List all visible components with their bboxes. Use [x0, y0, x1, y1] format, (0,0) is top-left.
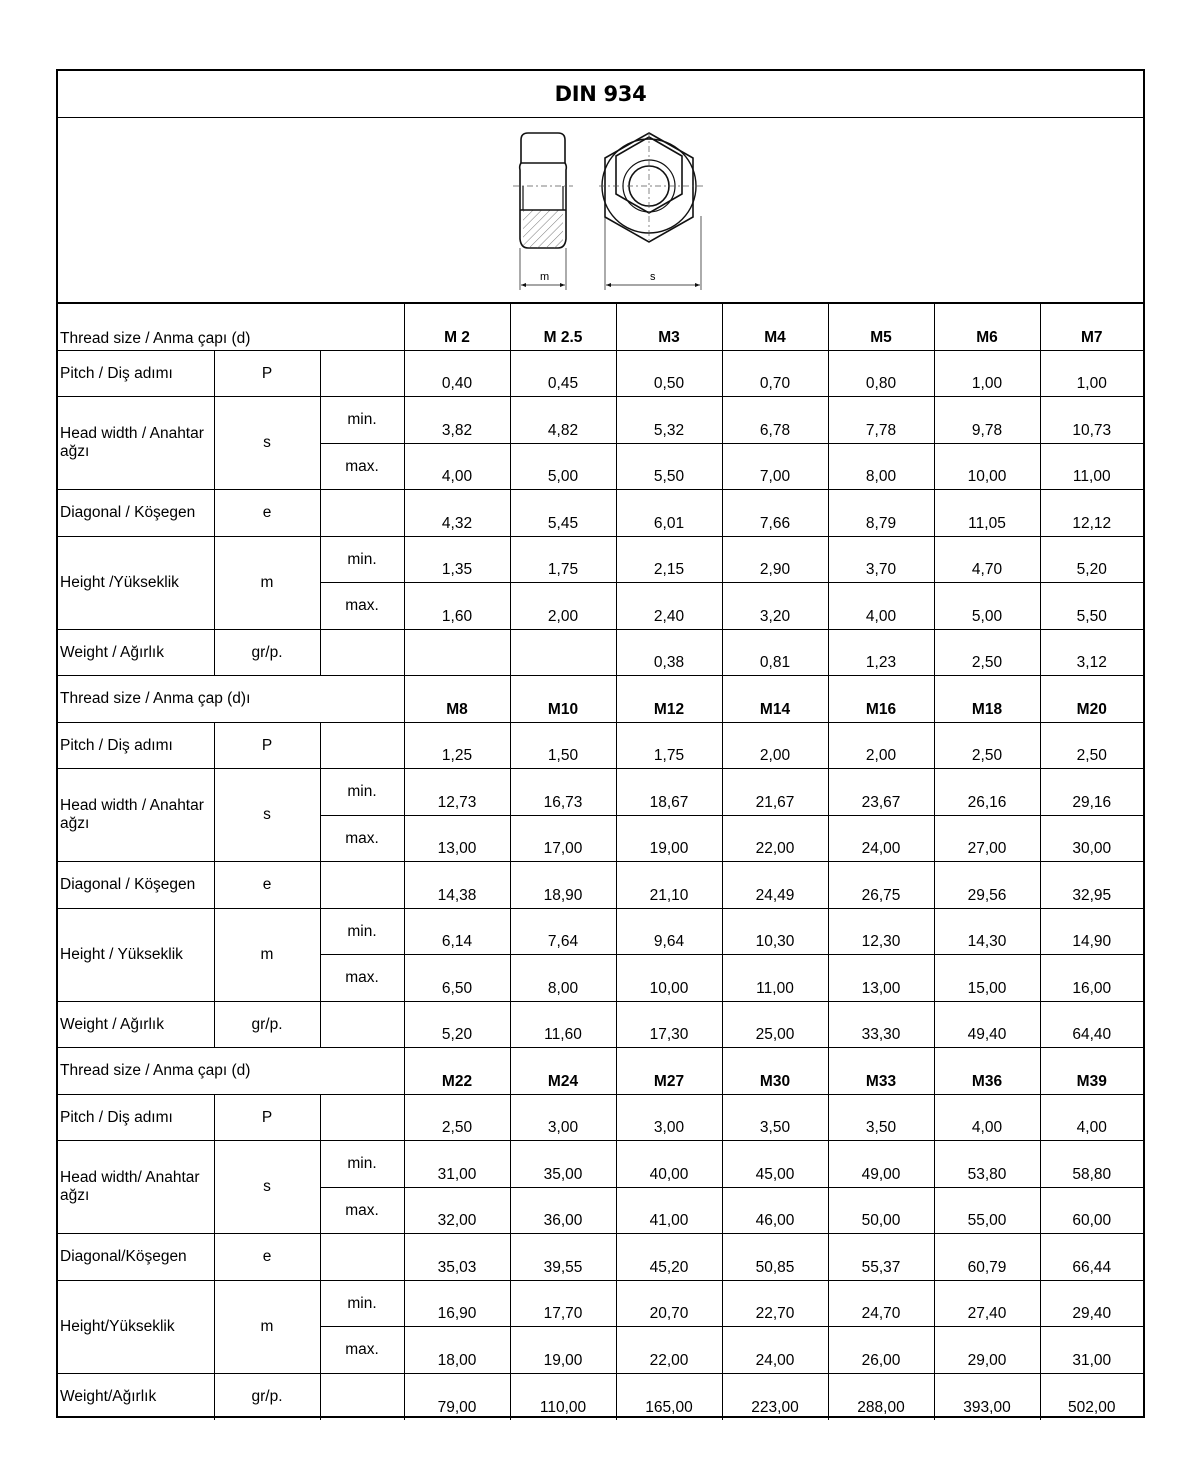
thread-size-header: M5 [828, 304, 934, 351]
thread-size-row [58, 304, 1143, 351]
weight-row [58, 1373, 1143, 1420]
height-max-value: 5,00 [934, 583, 1040, 630]
pitch-symbol: P [214, 350, 320, 397]
pitch-label: Pitch / Diş adımı [58, 722, 214, 769]
thread-size-header: M 2 [404, 304, 510, 351]
head-width-min-value: 23,67 [828, 769, 934, 816]
front-view-dimension-label: s [650, 271, 656, 283]
thread-size-header: M12 [616, 676, 722, 723]
head-width-max-value: 46,00 [722, 1187, 828, 1234]
height-max-value: 24,00 [722, 1327, 828, 1374]
thread-size-header: M4 [722, 304, 828, 351]
pitch-row [58, 722, 1143, 769]
pitch-qualifier [320, 1094, 404, 1141]
height-max-value: 8,00 [510, 955, 616, 1002]
head-width-min-value: 29,16 [1040, 769, 1143, 816]
weight-label: Weight/Ağırlık [58, 1373, 214, 1420]
pitch-value: 2,00 [722, 722, 828, 769]
head-width-min-value: 35,00 [510, 1141, 616, 1188]
weight-value: 49,40 [934, 1001, 1040, 1048]
height-max-value: 4,00 [828, 583, 934, 630]
head-width-min-value: 58,80 [1040, 1141, 1143, 1188]
height-min-value: 27,40 [934, 1280, 1040, 1327]
weight-value: 393,00 [934, 1373, 1040, 1420]
pitch-value: 2,50 [404, 1094, 510, 1141]
thread-size-header: M36 [934, 1048, 1040, 1095]
weight-label: Weight / Ağırlık [58, 629, 214, 676]
height-min-value: 6,14 [404, 908, 510, 955]
height-max-value: 11,00 [722, 955, 828, 1002]
pitch-value: 0,45 [510, 350, 616, 397]
head-width-min-value: 16,73 [510, 769, 616, 816]
diagonal-value: 14,38 [404, 862, 510, 909]
weight-value: 25,00 [722, 1001, 828, 1048]
head-width-min-value: 12,73 [404, 769, 510, 816]
diagonal-label: Diagonal / Köşegen [58, 862, 214, 909]
pitch-qualifier [320, 350, 404, 397]
side-view-dimension-label: m [540, 271, 550, 283]
diagonal-value: 18,90 [510, 862, 616, 909]
weight-qualifier [320, 1373, 404, 1420]
head-width-min-value: 45,00 [722, 1141, 828, 1188]
thread-size-header: M22 [404, 1048, 510, 1095]
head-width-max-value: 32,00 [404, 1187, 510, 1234]
diagonal-value: 4,32 [404, 490, 510, 537]
weight-unit: gr/p. [214, 629, 320, 676]
head-width-max-value: 36,00 [510, 1187, 616, 1234]
diagonal-value: 11,05 [934, 490, 1040, 537]
weight-value [510, 629, 616, 676]
hex-nut-side-view-icon [513, 133, 573, 290]
head-width-min-value: 6,78 [722, 397, 828, 444]
height-label: Height / Yükseklik [58, 908, 214, 1001]
head-width-max-value: 17,00 [510, 815, 616, 862]
height-min-value: 4,70 [934, 536, 1040, 583]
thread-size-header: M18 [934, 676, 1040, 723]
head-width-max-value: 13,00 [404, 815, 510, 862]
weight-value: 2,50 [934, 629, 1040, 676]
head-width-max-value: 60,00 [1040, 1187, 1143, 1234]
pitch-value: 3,50 [828, 1094, 934, 1141]
head-width-min-value: 53,80 [934, 1141, 1040, 1188]
head-width-max-value: 24,00 [828, 815, 934, 862]
height-max-value: 15,00 [934, 955, 1040, 1002]
diagonal-label: Diagonal/Köşegen [58, 1234, 214, 1281]
height-min-value: 14,90 [1040, 908, 1143, 955]
diagonal-value: 66,44 [1040, 1234, 1143, 1281]
diagonal-value: 8,79 [828, 490, 934, 537]
drawing-row [58, 118, 1143, 303]
head-width-max-value: 5,00 [510, 443, 616, 490]
pitch-value: 3,50 [722, 1094, 828, 1141]
head-width-symbol: s [214, 769, 320, 862]
head-width-min-value: 49,00 [828, 1141, 934, 1188]
height-max-value: 29,00 [934, 1327, 1040, 1374]
height-min-row [58, 536, 1143, 583]
min-qualifier: min. [320, 397, 404, 444]
head-width-symbol: s [214, 397, 320, 490]
head-width-min-value: 10,73 [1040, 397, 1143, 444]
head-width-min-value: 18,67 [616, 769, 722, 816]
min-qualifier: min. [320, 1141, 404, 1188]
head-width-min-row [58, 397, 1143, 444]
max-qualifier: max. [320, 583, 404, 630]
weight-value: 1,23 [828, 629, 934, 676]
weight-value: 165,00 [616, 1373, 722, 1420]
weight-value: 502,00 [1040, 1373, 1143, 1420]
pitch-symbol: P [214, 1094, 320, 1141]
weight-qualifier [320, 1001, 404, 1048]
head-width-max-value: 30,00 [1040, 815, 1143, 862]
head-width-max-value: 19,00 [616, 815, 722, 862]
thread-size-label: Thread size / Anma çap (d)ı [58, 676, 404, 723]
page-title: DIN 934 [554, 82, 647, 106]
head-width-max-value: 55,00 [934, 1187, 1040, 1234]
diagonal-qualifier [320, 862, 404, 909]
hex-nut-front-view-icon [599, 132, 703, 290]
head-width-min-value: 26,16 [934, 769, 1040, 816]
diagonal-value: 55,37 [828, 1234, 934, 1281]
thread-size-label: Thread size / Anma çapı (d) [58, 304, 404, 351]
thread-size-header: M30 [722, 1048, 828, 1095]
max-qualifier: max. [320, 1187, 404, 1234]
head-width-max-value: 7,00 [722, 443, 828, 490]
height-min-value: 12,30 [828, 908, 934, 955]
weight-value: 223,00 [722, 1373, 828, 1420]
pitch-value: 3,00 [510, 1094, 616, 1141]
head-width-min-row [58, 1141, 1143, 1188]
height-min-value: 5,20 [1040, 536, 1143, 583]
weight-row [58, 1001, 1143, 1048]
pitch-value: 1,50 [510, 722, 616, 769]
diagonal-value: 50,85 [722, 1234, 828, 1281]
pitch-value: 1,00 [934, 350, 1040, 397]
pitch-value: 0,80 [828, 350, 934, 397]
head-width-label: Head width/ Anahtar ağzı [58, 1141, 214, 1234]
thread-size-header: M14 [722, 676, 828, 723]
thread-size-header: M 2.5 [510, 304, 616, 351]
pitch-value: 4,00 [1040, 1094, 1143, 1141]
pitch-value: 0,40 [404, 350, 510, 397]
weight-value: 64,40 [1040, 1001, 1143, 1048]
pitch-value: 1,75 [616, 722, 722, 769]
height-max-value: 6,50 [404, 955, 510, 1002]
hex-nut-drawing [513, 128, 713, 298]
head-width-min-value: 40,00 [616, 1141, 722, 1188]
height-max-value: 26,00 [828, 1327, 934, 1374]
weight-value: 33,30 [828, 1001, 934, 1048]
diagonal-value: 21,10 [616, 862, 722, 909]
thread-size-header: M33 [828, 1048, 934, 1095]
pitch-row [58, 1094, 1143, 1141]
head-width-max-value: 5,50 [616, 443, 722, 490]
diagonal-label: Diagonal / Köşegen [58, 490, 214, 537]
height-symbol: m [214, 536, 320, 629]
weight-value: 79,00 [404, 1373, 510, 1420]
height-min-row [58, 908, 1143, 955]
weight-value: 0,38 [616, 629, 722, 676]
height-max-value: 31,00 [1040, 1327, 1143, 1374]
height-min-row [58, 1280, 1143, 1327]
diagonal-qualifier [320, 1234, 404, 1281]
height-min-value: 29,40 [1040, 1280, 1143, 1327]
head-width-max-value: 10,00 [934, 443, 1040, 490]
height-min-value: 3,70 [828, 536, 934, 583]
title-row [58, 71, 1143, 118]
height-label: Height /Yükseklik [58, 536, 214, 629]
height-min-value: 24,70 [828, 1280, 934, 1327]
height-min-value: 14,30 [934, 908, 1040, 955]
diagonal-value: 6,01 [616, 490, 722, 537]
max-qualifier: max. [320, 955, 404, 1002]
height-min-value: 7,64 [510, 908, 616, 955]
weight-value: 3,12 [1040, 629, 1143, 676]
weight-unit: gr/p. [214, 1373, 320, 1420]
weight-value: 288,00 [828, 1373, 934, 1420]
height-min-value: 9,64 [616, 908, 722, 955]
head-width-label: Head width / Anahtar ağzı [58, 769, 214, 862]
pitch-value: 1,25 [404, 722, 510, 769]
height-max-value: 3,20 [722, 583, 828, 630]
pitch-value: 2,50 [1040, 722, 1143, 769]
head-width-max-value: 41,00 [616, 1187, 722, 1234]
head-width-max-value: 27,00 [934, 815, 1040, 862]
height-min-value: 2,15 [616, 536, 722, 583]
height-min-value: 17,70 [510, 1280, 616, 1327]
weight-value: 11,60 [510, 1001, 616, 1048]
pitch-label: Pitch / Diş adımı [58, 1094, 214, 1141]
height-max-value: 5,50 [1040, 583, 1143, 630]
weight-label: Weight / Ağırlık [58, 1001, 214, 1048]
thread-size-header: M10 [510, 676, 616, 723]
diagonal-value: 26,75 [828, 862, 934, 909]
diagonal-symbol: e [214, 862, 320, 909]
weight-value: 17,30 [616, 1001, 722, 1048]
diagonal-value: 60,79 [934, 1234, 1040, 1281]
height-min-value: 20,70 [616, 1280, 722, 1327]
max-qualifier: max. [320, 443, 404, 490]
thread-size-header: M27 [616, 1048, 722, 1095]
height-max-value: 22,00 [616, 1327, 722, 1374]
diagonal-value: 29,56 [934, 862, 1040, 909]
dimension-table [58, 303, 1143, 1420]
height-max-value: 19,00 [510, 1327, 616, 1374]
pitch-label: Pitch / Diş adımı [58, 350, 214, 397]
thread-size-label: Thread size / Anma çapı (d) [58, 1048, 404, 1095]
head-width-min-value: 3,82 [404, 397, 510, 444]
height-min-value: 1,35 [404, 536, 510, 583]
min-qualifier: min. [320, 536, 404, 583]
weight-row [58, 629, 1143, 676]
diagonal-symbol: e [214, 1234, 320, 1281]
weight-value: 0,81 [722, 629, 828, 676]
diagonal-symbol: e [214, 490, 320, 537]
height-symbol: m [214, 1280, 320, 1373]
height-max-value: 2,00 [510, 583, 616, 630]
height-label: Height/Yükseklik [58, 1280, 214, 1373]
diagonal-value: 7,66 [722, 490, 828, 537]
thread-size-header: M6 [934, 304, 1040, 351]
head-width-max-value: 4,00 [404, 443, 510, 490]
height-max-value: 2,40 [616, 583, 722, 630]
head-width-min-value: 21,67 [722, 769, 828, 816]
thread-size-header: M24 [510, 1048, 616, 1095]
weight-value [404, 629, 510, 676]
pitch-value: 4,00 [934, 1094, 1040, 1141]
diagonal-value: 35,03 [404, 1234, 510, 1281]
head-width-max-value: 11,00 [1040, 443, 1143, 490]
weight-unit: gr/p. [214, 1001, 320, 1048]
thread-size-header: M7 [1040, 304, 1143, 351]
height-min-value: 1,75 [510, 536, 616, 583]
head-width-min-value: 7,78 [828, 397, 934, 444]
diagonal-value: 39,55 [510, 1234, 616, 1281]
head-width-max-value: 22,00 [722, 815, 828, 862]
weight-qualifier [320, 629, 404, 676]
thread-size-header: M3 [616, 304, 722, 351]
weight-value: 5,20 [404, 1001, 510, 1048]
head-width-symbol: s [214, 1141, 320, 1234]
weight-value: 110,00 [510, 1373, 616, 1420]
height-min-value: 16,90 [404, 1280, 510, 1327]
height-symbol: m [214, 908, 320, 1001]
min-qualifier: min. [320, 1280, 404, 1327]
diagonal-qualifier [320, 490, 404, 537]
height-min-value: 2,90 [722, 536, 828, 583]
diagonal-value: 12,12 [1040, 490, 1143, 537]
diagonal-row [58, 862, 1143, 909]
diagonal-value: 24,49 [722, 862, 828, 909]
min-qualifier: min. [320, 769, 404, 816]
diagonal-value: 45,20 [616, 1234, 722, 1281]
thread-size-header: M39 [1040, 1048, 1143, 1095]
head-width-max-value: 50,00 [828, 1187, 934, 1234]
pitch-value: 2,50 [934, 722, 1040, 769]
thread-size-header: M16 [828, 676, 934, 723]
head-width-min-value: 9,78 [934, 397, 1040, 444]
head-width-label: Head width / Anahtar ağzı [58, 397, 214, 490]
head-width-min-value: 5,32 [616, 397, 722, 444]
din-934-spec-sheet [56, 69, 1145, 1418]
height-max-value: 10,00 [616, 955, 722, 1002]
pitch-qualifier [320, 722, 404, 769]
head-width-min-row [58, 769, 1143, 816]
pitch-symbol: P [214, 722, 320, 769]
min-qualifier: min. [320, 908, 404, 955]
head-width-min-value: 4,82 [510, 397, 616, 444]
height-max-value: 18,00 [404, 1327, 510, 1374]
max-qualifier: max. [320, 815, 404, 862]
thread-size-row [58, 676, 1143, 723]
height-min-value: 10,30 [722, 908, 828, 955]
diagonal-value: 5,45 [510, 490, 616, 537]
height-max-value: 13,00 [828, 955, 934, 1002]
thread-size-header: M8 [404, 676, 510, 723]
pitch-value: 3,00 [616, 1094, 722, 1141]
height-min-value: 22,70 [722, 1280, 828, 1327]
pitch-value: 1,00 [1040, 350, 1143, 397]
pitch-value: 0,70 [722, 350, 828, 397]
head-width-min-value: 31,00 [404, 1141, 510, 1188]
height-max-value: 16,00 [1040, 955, 1143, 1002]
diagonal-value: 32,95 [1040, 862, 1143, 909]
thread-size-header: M20 [1040, 676, 1143, 723]
thread-size-row [58, 1048, 1143, 1095]
diagonal-row [58, 490, 1143, 537]
pitch-value: 2,00 [828, 722, 934, 769]
max-qualifier: max. [320, 1327, 404, 1374]
height-max-value: 1,60 [404, 583, 510, 630]
head-width-max-value: 8,00 [828, 443, 934, 490]
pitch-value: 0,50 [616, 350, 722, 397]
pitch-row [58, 350, 1143, 397]
diagonal-row [58, 1234, 1143, 1281]
